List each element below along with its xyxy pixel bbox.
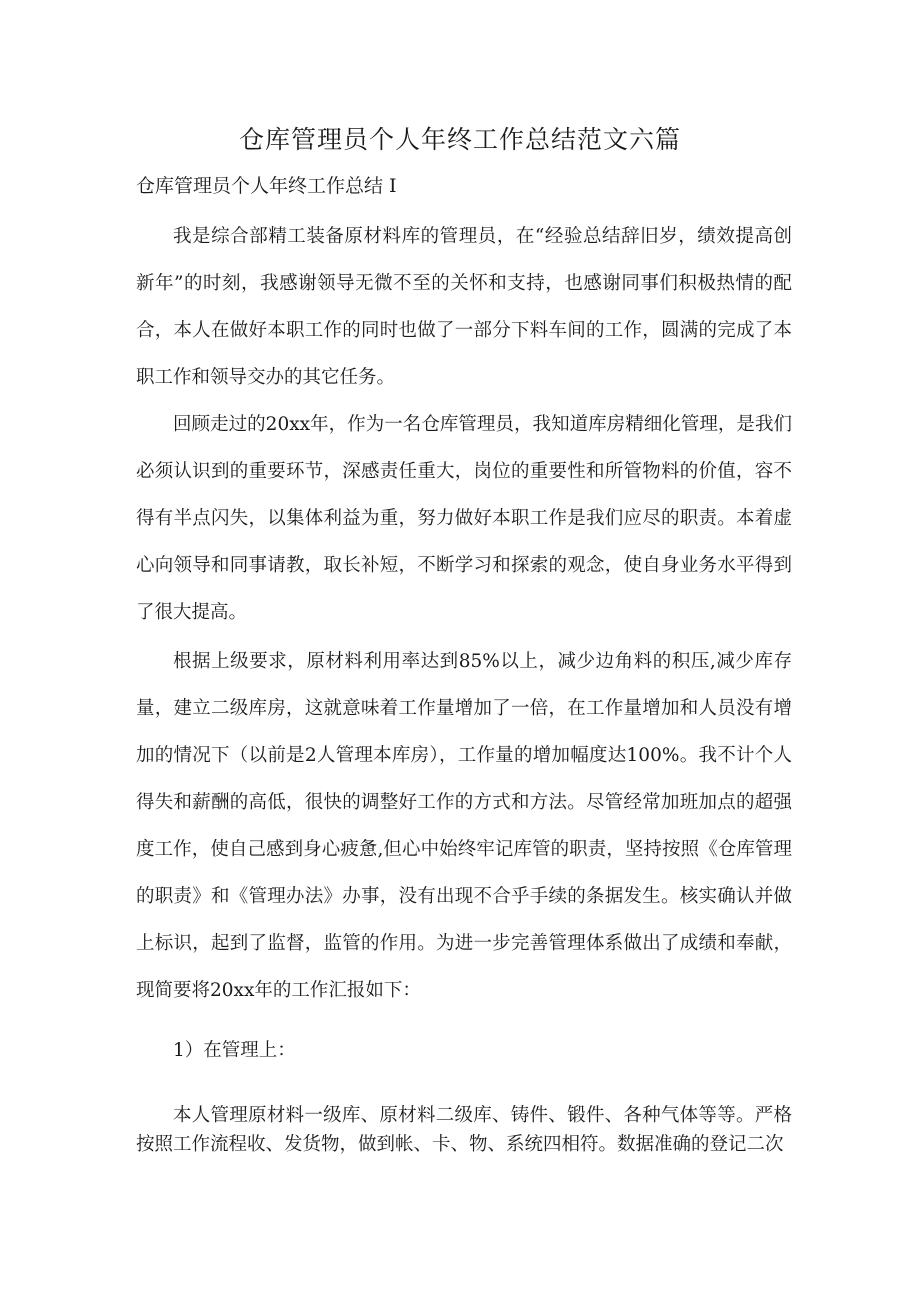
list-label-management: 1）在管理上： [173, 1040, 296, 1061]
paragraph-review: 回顾走过的20xx年，作为一名仓库管理员，我知道库房精细化管理，是我们必须认识到的重要环节，深感责任重大，岗位的重要性和所管物料的价值，容不得有半点闪失，以集体利益为重，努力做好本职工作是我们应尽的职责。本着虚心向领导和同事请教，取长补短，不断学习和探索的观念，使自身业务水平得到了很大提高。 [136, 414, 792, 623]
document-title: 仓库管理员个人年终工作总结范文六篇 [238, 125, 681, 154]
section-heading: 仓库管理员个人年终工作总结 I [136, 175, 397, 197]
paragraph-management: 本人管理原材料一级库、原材料二级库、铸件、锻件、各种气体等等。严格按照工作流程收、发货物，做到帐、卡、物、系统四相符。数据准确的登记二次 [136, 1105, 792, 1155]
paragraph-requirements: 根据上级要求，原材料利用率达到85%以上，减少边角料的积压,减少库存量，建立二级库房，这就意味着工作量增加了一倍，在工作量增加和人员没有增加的情况下（以前是2人管理本库房），工作量的增加幅度达100%。我不计个人得失和薪酬的高低，很快的调整好工作的方式和方法。尽管经常加班加点的超强度工作，使自己感到身心疲惫,但心中始终牢记库管的职责，坚持按照《仓库管理的职责》和《管理办法》办事，没有出现不合乎手续的条据发生。核实确认并做上标识，起到了监督，监管的作用。为进一步完善管理体系做出了成绩和奉献，现简要将20xx年的工作汇报如下： [136, 651, 792, 1001]
paragraph-intro: 我是综合部精工装备原材料库的管理员，在“经验总结辞旧岁，绩效提高创新年”的时刻，我感谢领导无微不至的关怀和支持，也感谢同事们积极热情的配合，本人在做好本职工作的同时也做了一部分下料车间的工作，圆满的完成了本职工作和领导交办的其它任务。 [136, 226, 792, 388]
